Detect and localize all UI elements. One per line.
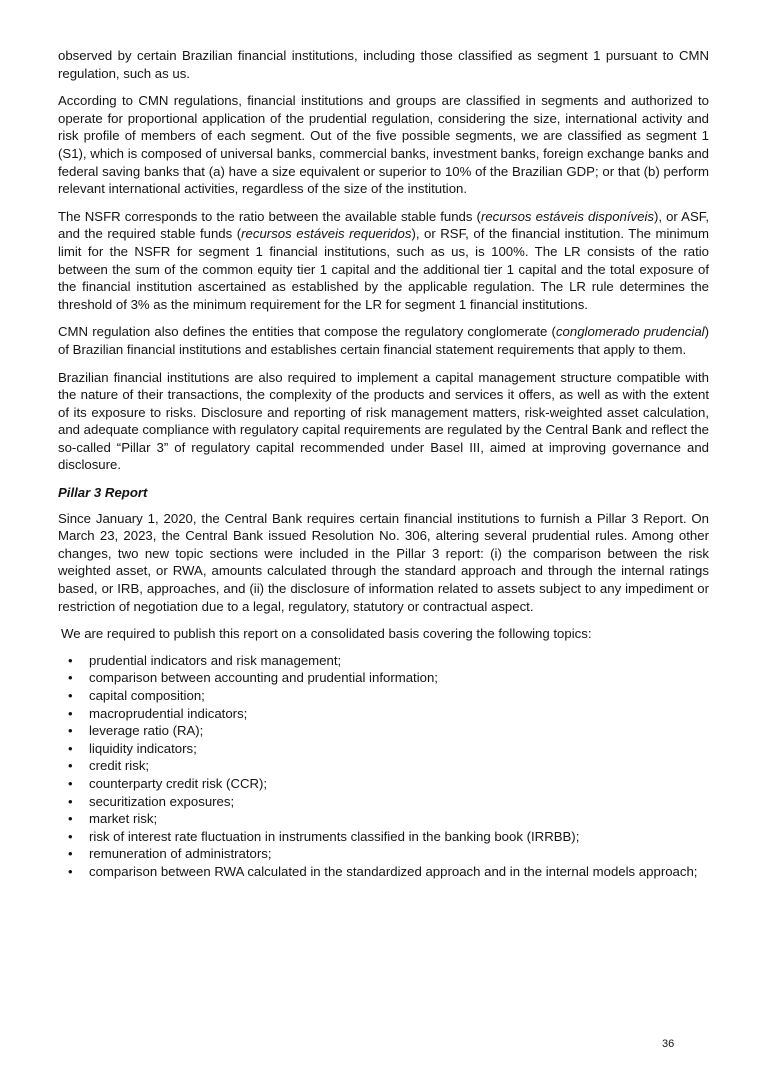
list-item-text: comparison between accounting and prudential information; <box>89 670 438 686</box>
italic-term: recursos estáveis disponíveis <box>480 208 654 224</box>
bullet-icon: • <box>68 758 73 774</box>
list-item-text: comparison between RWA calculated in the standardized approach and in the internal models approach; <box>89 863 698 879</box>
text-run: ) of Brazilian financial institutions and establishes certain financial statement requirements that apply to them. <box>58 324 710 357</box>
list-item <box>58 775 709 793</box>
paragraph-pillar3: Since January 1, 2020, the Central Bank requires certain financial institutions to furnish a Pillar 3 Report. On March 23, 2023, the Central Bank issued Resolution No. 306, altering several prudential rules. Among other changes, two new topic sections were included in the Pillar 3 report: (i) the comparison between the risk weighted asset, or RWA, amounts calculated through the standard approach and through the internal ratings based, or IRB, approaches, and (ii) the disclosure of information related to assets subject to any impediment or restriction of negotiation due to a legal, regulatory, statutory or contractual aspect. <box>58 510 709 614</box>
list-item <box>58 669 709 687</box>
bullet-icon: • <box>68 846 73 862</box>
list-item <box>58 687 709 705</box>
bullet-icon: • <box>68 811 73 827</box>
list-item <box>58 740 709 758</box>
bullet-icon: • <box>68 828 73 844</box>
paragraph-conglomerate <box>58 323 709 358</box>
text-run: The NSFR corresponds to the ratio between the available stable funds ( <box>58 208 481 224</box>
list-item <box>58 828 709 846</box>
bullet-icon: • <box>68 740 73 756</box>
text-run: CMN regulation also defines the entities that compose the regulatory conglomerate ( <box>58 324 556 340</box>
bullet-icon: • <box>68 793 73 809</box>
bullet-icon: • <box>68 670 73 686</box>
paragraph-capital-management: Brazilian financial institutions are also required to implement a capital management structure compatible with the nature of their transactions, the complexity of the products and services it offers, as well as with the extent of its exposure to risks. Disclosure and reporting of risk management matters, risk-weighted asset calculation, and adequate compliance with regulatory capital requirements are regulated by the Central Bank and reflect the so-called “Pillar 3” of regulatory capital recommended under Basel III, aimed at improving governance and disclosure. <box>58 369 709 473</box>
list-item-text: securitization exposures; <box>89 793 235 809</box>
bullet-icon: • <box>68 723 73 739</box>
topics-list <box>58 652 709 881</box>
list-item-text: remuneration of administrators; <box>89 846 272 862</box>
document-page <box>58 47 709 881</box>
list-item-text: market risk; <box>89 811 158 827</box>
list-item-text: counterparty credit risk (CCR); <box>89 775 268 791</box>
list-item <box>58 863 709 881</box>
list-item-text: leverage ratio (RA); <box>89 723 204 739</box>
bullet-icon: • <box>68 705 73 721</box>
text-run: ), or RSF, of the financial institution. The minimum limit for the NSFR for segment 1 financial institutions, such as us, is 100%. The LR consists of the ratio between the sum of the common equity tier 1 capital and the additional tier 1 capital and the total exposure of the financial institution ascertained as established by the applicable regulation. The LR rule determines the threshold of 3% as the minimum requirement for the LR for segment 1 financial institutions. <box>58 226 709 312</box>
bullet-icon: • <box>68 652 73 668</box>
list-item <box>58 722 709 740</box>
paragraph-topics-intro: We are required to publish this report on a consolidated basis covering the following topics: <box>61 626 592 642</box>
bullet-icon: • <box>68 688 73 703</box>
list-item-text: liquidity indicators; <box>89 740 197 756</box>
list-item <box>58 652 709 670</box>
paragraph-cmn-segments: According to CMN regulations, financial institutions and groups are classified in segments and authorized to operate for proportional application of the prudential regulation, considering the size, international activity and risk profile of members of each segment. Out of the five possible segments, we are classified as segment 1 (S1), which is composed of universal banks, commercial banks, investment banks, foreign exchange banks and federal saving banks that (a) have a size equivalent or superior to 10% of the Brazilian GDP; or that (b) perform relevant international activities, regardless of the size of the institution. <box>58 93 709 197</box>
bullet-icon: • <box>68 775 73 791</box>
paragraph: observed by certain Brazilian financial institutions, including those classified as segment 1 pursuant to CMN regulation, such as us. <box>58 48 709 81</box>
page-number: 36 <box>662 1038 675 1050</box>
paragraph-nsfr-lr <box>58 208 709 314</box>
list-item-text: macroprudential indicators; <box>89 705 248 721</box>
list-item <box>58 845 709 863</box>
list-item-text: credit risk; <box>89 758 150 774</box>
list-item-text: capital composition; <box>89 688 205 703</box>
bullet-icon: • <box>68 863 73 879</box>
list-item <box>58 810 709 828</box>
section-heading: Pillar 3 Report <box>58 485 148 501</box>
text-run: ), or ASF, and the required stable funds ( <box>58 208 710 242</box>
list-item-text: risk of interest rate fluctuation in instruments classified in the banking book (IRRBB); <box>89 828 580 844</box>
italic-term: recursos estáveis requeridos <box>241 226 412 242</box>
list-item <box>58 705 709 723</box>
list-item <box>58 793 709 811</box>
italic-term: conglomerado prudencial <box>555 324 705 340</box>
list-item-text: prudential indicators and risk management; <box>89 652 342 668</box>
list-item <box>58 757 709 775</box>
